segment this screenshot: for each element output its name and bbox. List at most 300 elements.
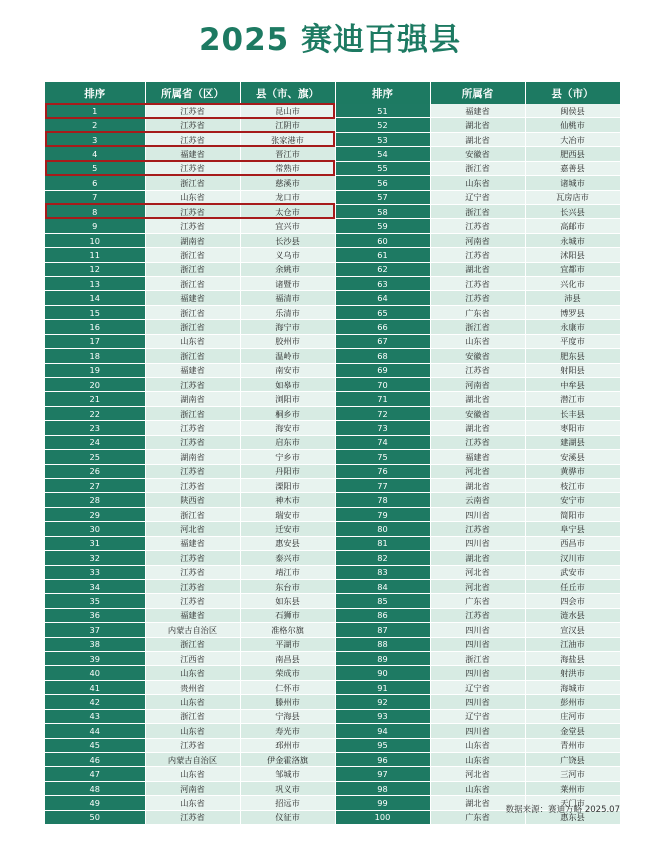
county-cell: 大冶市 (525, 132, 620, 146)
county-cell: 胶州市 (240, 334, 335, 348)
county-cell: 滕州市 (240, 695, 335, 709)
province-cell: 河北省 (430, 565, 525, 579)
county-cell: 寿光市 (240, 724, 335, 738)
rank-cell: 60 (335, 233, 430, 247)
county-cell: 仁怀市 (240, 680, 335, 694)
county-cell: 诸城市 (525, 176, 620, 190)
table-row (45, 767, 620, 781)
province-cell: 浙江省 (145, 305, 240, 319)
province-cell: 湖南省 (145, 233, 240, 247)
county-cell: 靖江市 (240, 565, 335, 579)
province-cell: 安徽省 (430, 349, 525, 363)
rank-cell: 49 (45, 796, 145, 810)
table-row (45, 406, 620, 420)
county-cell: 瓦房店市 (525, 190, 620, 204)
county-cell: 长兴县 (525, 204, 620, 218)
header-county-left: 县（市、旗） (240, 82, 335, 104)
county-cell: 庄河市 (525, 709, 620, 723)
province-cell: 江苏省 (430, 435, 525, 449)
province-cell: 浙江省 (145, 349, 240, 363)
rank-cell: 18 (45, 349, 145, 363)
rank-cell: 66 (335, 320, 430, 334)
county-cell: 惠安县 (240, 536, 335, 550)
rank-cell: 19 (45, 363, 145, 377)
rank-cell: 54 (335, 147, 430, 161)
province-cell: 江苏省 (145, 738, 240, 752)
province-cell: 湖北省 (430, 421, 525, 435)
county-cell: 招远市 (240, 796, 335, 810)
county-cell: 阜宁县 (525, 522, 620, 536)
rank-cell: 69 (335, 363, 430, 377)
county-cell: 四会市 (525, 594, 620, 608)
county-cell: 高邮市 (525, 219, 620, 233)
rank-cell: 52 (335, 118, 430, 132)
rank-cell: 11 (45, 248, 145, 262)
county-cell: 简阳市 (525, 507, 620, 521)
county-cell: 惠东县 (525, 810, 620, 824)
province-cell: 四川省 (430, 623, 525, 637)
county-cell: 宣汉县 (525, 623, 620, 637)
rank-cell: 50 (45, 810, 145, 824)
rank-cell: 44 (45, 724, 145, 738)
province-cell: 河北省 (430, 464, 525, 478)
rank-cell: 43 (45, 709, 145, 723)
rank-cell: 40 (45, 666, 145, 680)
rank-cell: 57 (335, 190, 430, 204)
county-cell: 余姚市 (240, 262, 335, 276)
rank-cell: 7 (45, 190, 145, 204)
table-row (45, 233, 620, 247)
rank-cell: 26 (45, 464, 145, 478)
table-row (45, 349, 620, 363)
county-cell: 广饶县 (525, 752, 620, 766)
province-cell: 广东省 (430, 305, 525, 319)
rank-cell: 48 (45, 781, 145, 795)
county-cell: 准格尔旗 (240, 623, 335, 637)
county-cell: 嘉善县 (525, 161, 620, 175)
province-cell: 浙江省 (430, 320, 525, 334)
header-rank-right: 排序 (335, 82, 430, 104)
county-cell: 宜兴市 (240, 219, 335, 233)
province-cell: 四川省 (430, 724, 525, 738)
province-cell: 广东省 (430, 594, 525, 608)
table-row (45, 623, 620, 637)
rank-cell: 80 (335, 522, 430, 536)
county-cell: 宁乡市 (240, 450, 335, 464)
table-row (45, 724, 620, 738)
rank-cell: 33 (45, 565, 145, 579)
rank-cell: 87 (335, 623, 430, 637)
rank-cell: 78 (335, 493, 430, 507)
county-cell: 任丘市 (525, 579, 620, 593)
province-cell: 湖北省 (430, 132, 525, 146)
rank-cell: 61 (335, 248, 430, 262)
county-cell: 安宁市 (525, 493, 620, 507)
province-cell: 山东省 (145, 724, 240, 738)
highlight-box (45, 131, 335, 147)
province-cell: 湖北省 (430, 478, 525, 492)
rank-cell: 58 (335, 204, 430, 218)
county-cell: 彭州市 (525, 695, 620, 709)
county-cell: 海安市 (240, 421, 335, 435)
province-cell: 河南省 (430, 378, 525, 392)
header-province-right: 所属省 (430, 82, 525, 104)
rank-cell: 92 (335, 695, 430, 709)
county-cell: 常熟市 (240, 161, 335, 175)
county-cell: 射阳县 (525, 363, 620, 377)
province-cell: 陕西省 (145, 493, 240, 507)
province-cell: 四川省 (430, 666, 525, 680)
province-cell: 江苏省 (145, 551, 240, 565)
province-cell: 福建省 (145, 536, 240, 550)
rank-cell: 22 (45, 406, 145, 420)
header-county-right: 县（市） (525, 82, 620, 104)
province-cell: 山东省 (145, 334, 240, 348)
table-row (45, 551, 620, 565)
province-cell: 江苏省 (145, 478, 240, 492)
rank-cell: 88 (335, 637, 430, 651)
province-cell: 广东省 (430, 810, 525, 824)
province-cell: 江苏省 (145, 579, 240, 593)
province-cell: 河北省 (145, 522, 240, 536)
table-row (45, 291, 620, 305)
header-rank-left: 排序 (45, 82, 145, 104)
table-row (45, 248, 620, 262)
province-cell: 四川省 (430, 507, 525, 521)
province-cell: 湖北省 (430, 118, 525, 132)
rank-cell: 29 (45, 507, 145, 521)
province-cell: 安徽省 (430, 147, 525, 161)
province-cell: 江苏省 (145, 810, 240, 824)
province-cell: 云南省 (430, 493, 525, 507)
page-title: 2025 赛迪百强县 (198, 22, 462, 58)
rank-cell: 99 (335, 796, 430, 810)
province-cell: 浙江省 (145, 262, 240, 276)
table-row (45, 637, 620, 651)
province-cell: 江苏省 (145, 594, 240, 608)
county-cell: 邹城市 (240, 767, 335, 781)
province-cell: 江苏省 (145, 565, 240, 579)
county-cell: 南安市 (240, 363, 335, 377)
county-cell: 肥西县 (525, 147, 620, 161)
rank-cell: 83 (335, 565, 430, 579)
rank-cell: 65 (335, 305, 430, 319)
county-cell: 海城市 (525, 680, 620, 694)
province-cell: 山东省 (430, 752, 525, 766)
rank-cell: 3 (45, 132, 145, 146)
county-cell: 仪征市 (240, 810, 335, 824)
rank-cell: 15 (45, 305, 145, 319)
county-cell: 海盐县 (525, 652, 620, 666)
rank-cell: 39 (45, 652, 145, 666)
ranking-table (45, 82, 621, 825)
rank-cell: 34 (45, 579, 145, 593)
rank-cell: 4 (45, 147, 145, 161)
rank-cell: 84 (335, 579, 430, 593)
province-cell: 内蒙古自治区 (145, 623, 240, 637)
county-cell: 慈溪市 (240, 176, 335, 190)
table-row (45, 666, 620, 680)
province-cell: 浙江省 (145, 277, 240, 291)
province-cell: 江苏省 (145, 161, 240, 175)
rank-cell: 76 (335, 464, 430, 478)
province-cell: 福建省 (145, 363, 240, 377)
table-row (45, 608, 620, 622)
county-cell: 长丰县 (525, 406, 620, 420)
province-cell: 浙江省 (430, 161, 525, 175)
county-cell: 沭阳县 (525, 248, 620, 262)
table-row (45, 493, 620, 507)
county-cell: 泰兴市 (240, 551, 335, 565)
province-cell: 湖北省 (430, 796, 525, 810)
province-cell: 湖北省 (430, 551, 525, 565)
rank-cell: 55 (335, 161, 430, 175)
county-cell: 平度市 (525, 334, 620, 348)
rank-cell: 41 (45, 680, 145, 694)
table-row (45, 219, 620, 233)
highlight-box (45, 103, 335, 119)
rank-cell: 59 (335, 219, 430, 233)
rank-cell: 8 (45, 204, 145, 218)
rank-cell: 89 (335, 652, 430, 666)
table-row (45, 507, 620, 521)
county-cell: 石狮市 (240, 608, 335, 622)
county-cell: 博罗县 (525, 305, 620, 319)
rank-cell: 12 (45, 262, 145, 276)
county-cell: 江阴市 (240, 118, 335, 132)
table-row (45, 680, 620, 694)
rank-cell: 38 (45, 637, 145, 651)
county-cell: 义乌市 (240, 248, 335, 262)
county-cell: 张家港市 (240, 132, 335, 146)
county-cell: 枝江市 (525, 478, 620, 492)
rank-cell: 73 (335, 421, 430, 435)
province-cell: 江苏省 (145, 464, 240, 478)
province-cell: 四川省 (430, 695, 525, 709)
province-cell: 福建省 (145, 291, 240, 305)
county-cell: 海宁市 (240, 320, 335, 334)
table-row (45, 781, 620, 795)
county-cell: 青州市 (525, 738, 620, 752)
county-cell: 桐乡市 (240, 406, 335, 420)
table-row (45, 536, 620, 550)
province-cell: 浙江省 (430, 652, 525, 666)
rank-cell: 14 (45, 291, 145, 305)
province-cell: 浙江省 (145, 176, 240, 190)
county-cell: 莱州市 (525, 781, 620, 795)
table-row (45, 378, 620, 392)
province-cell: 河南省 (430, 233, 525, 247)
county-cell: 乐清市 (240, 305, 335, 319)
county-cell: 如东县 (240, 594, 335, 608)
province-cell: 江苏省 (145, 132, 240, 146)
province-cell: 江苏省 (145, 219, 240, 233)
county-cell: 南昌县 (240, 652, 335, 666)
county-cell: 金堂县 (525, 724, 620, 738)
rank-cell: 62 (335, 262, 430, 276)
province-cell: 福建省 (430, 450, 525, 464)
rank-cell: 28 (45, 493, 145, 507)
rank-cell: 46 (45, 752, 145, 766)
county-cell: 昆山市 (240, 104, 335, 118)
county-cell: 迁安市 (240, 522, 335, 536)
province-cell: 四川省 (430, 637, 525, 651)
rank-cell: 77 (335, 478, 430, 492)
county-cell: 太仓市 (240, 204, 335, 218)
county-cell: 晋江市 (240, 147, 335, 161)
county-cell: 三河市 (525, 767, 620, 781)
county-cell: 温岭市 (240, 349, 335, 363)
county-cell: 沛县 (525, 291, 620, 305)
county-cell: 巩义市 (240, 781, 335, 795)
table-row (45, 709, 620, 723)
county-cell: 涟水县 (525, 608, 620, 622)
province-cell: 山东省 (430, 738, 525, 752)
county-cell: 安溪县 (525, 450, 620, 464)
county-cell: 溧阳市 (240, 478, 335, 492)
rank-cell: 42 (45, 695, 145, 709)
rank-cell: 6 (45, 176, 145, 190)
rank-cell: 36 (45, 608, 145, 622)
rank-cell: 75 (335, 450, 430, 464)
province-cell: 浙江省 (145, 248, 240, 262)
county-cell: 建湖县 (525, 435, 620, 449)
province-cell: 江西省 (145, 652, 240, 666)
table-row (45, 565, 620, 579)
county-cell: 长沙县 (240, 233, 335, 247)
province-cell: 江苏省 (430, 522, 525, 536)
province-cell: 江苏省 (430, 608, 525, 622)
data-source: 数据来源：赛迪方略 2025.07 (505, 805, 620, 815)
county-cell: 天门市 (525, 796, 620, 810)
rank-cell: 81 (335, 536, 430, 550)
province-cell: 河南省 (145, 781, 240, 795)
province-cell: 安徽省 (430, 406, 525, 420)
rank-cell: 17 (45, 334, 145, 348)
highlight-box (45, 203, 335, 219)
province-cell: 辽宁省 (430, 680, 525, 694)
county-cell: 兴化市 (525, 277, 620, 291)
table-row (45, 450, 620, 464)
province-cell: 河北省 (430, 767, 525, 781)
rank-cell: 21 (45, 392, 145, 406)
province-cell: 江苏省 (430, 363, 525, 377)
province-cell: 湖北省 (430, 392, 525, 406)
rank-cell: 16 (45, 320, 145, 334)
rank-cell: 47 (45, 767, 145, 781)
table-row (45, 652, 620, 666)
province-cell: 江苏省 (145, 104, 240, 118)
province-cell: 浙江省 (430, 204, 525, 218)
rank-cell: 45 (45, 738, 145, 752)
county-cell: 射洪市 (525, 666, 620, 680)
rank-cell: 10 (45, 233, 145, 247)
highlight-box (45, 160, 335, 176)
province-cell: 江苏省 (430, 219, 525, 233)
table-header-row (45, 82, 620, 104)
province-cell: 江苏省 (430, 291, 525, 305)
county-cell: 瑞安市 (240, 507, 335, 521)
table-row (45, 305, 620, 319)
rank-cell: 70 (335, 378, 430, 392)
county-cell: 诸暨市 (240, 277, 335, 291)
table-row (45, 695, 620, 709)
rank-cell: 13 (45, 277, 145, 291)
table-row (45, 277, 620, 291)
rank-cell: 2 (45, 118, 145, 132)
rank-cell: 1 (45, 104, 145, 118)
table-row (45, 752, 620, 766)
table-row (45, 579, 620, 593)
rank-cell: 32 (45, 551, 145, 565)
province-cell: 江苏省 (145, 204, 240, 218)
province-cell: 浙江省 (145, 637, 240, 651)
rank-cell: 56 (335, 176, 430, 190)
rank-cell: 23 (45, 421, 145, 435)
province-cell: 内蒙古自治区 (145, 752, 240, 766)
county-cell: 枣阳市 (525, 421, 620, 435)
rank-cell: 37 (45, 623, 145, 637)
county-cell: 邳州市 (240, 738, 335, 752)
table-row (45, 594, 620, 608)
county-cell: 浏阳市 (240, 392, 335, 406)
rank-cell: 5 (45, 161, 145, 175)
province-cell: 福建省 (145, 608, 240, 622)
county-cell: 东台市 (240, 579, 335, 593)
county-cell: 荣成市 (240, 666, 335, 680)
province-cell: 江苏省 (145, 421, 240, 435)
province-cell: 河北省 (430, 579, 525, 593)
county-cell: 如皋市 (240, 378, 335, 392)
rank-cell: 98 (335, 781, 430, 795)
rank-cell: 64 (335, 291, 430, 305)
rank-cell: 67 (335, 334, 430, 348)
province-cell: 浙江省 (145, 507, 240, 521)
county-cell: 永城市 (525, 233, 620, 247)
county-cell: 龙口市 (240, 190, 335, 204)
table-row (45, 421, 620, 435)
province-cell: 辽宁省 (430, 709, 525, 723)
table-row (45, 176, 620, 190)
rank-cell: 95 (335, 738, 430, 752)
province-cell: 江苏省 (145, 435, 240, 449)
table-row (45, 435, 620, 449)
county-cell: 江油市 (525, 637, 620, 651)
province-cell: 四川省 (430, 536, 525, 550)
province-cell: 湖北省 (430, 262, 525, 276)
province-cell: 福建省 (430, 104, 525, 118)
county-cell: 武安市 (525, 565, 620, 579)
county-cell: 永康市 (525, 320, 620, 334)
province-cell: 江苏省 (145, 118, 240, 132)
province-cell: 浙江省 (145, 320, 240, 334)
rank-cell: 93 (335, 709, 430, 723)
rank-cell: 24 (45, 435, 145, 449)
rank-cell: 86 (335, 608, 430, 622)
province-cell: 浙江省 (145, 406, 240, 420)
province-cell: 湖南省 (145, 450, 240, 464)
province-cell: 江苏省 (145, 378, 240, 392)
rank-cell: 74 (335, 435, 430, 449)
rank-cell: 20 (45, 378, 145, 392)
county-cell: 黄骅市 (525, 464, 620, 478)
county-cell: 宁海县 (240, 709, 335, 723)
province-cell: 浙江省 (145, 709, 240, 723)
rank-cell: 96 (335, 752, 430, 766)
county-cell: 平湖市 (240, 637, 335, 651)
county-cell: 潜江市 (525, 392, 620, 406)
rank-cell: 25 (45, 450, 145, 464)
